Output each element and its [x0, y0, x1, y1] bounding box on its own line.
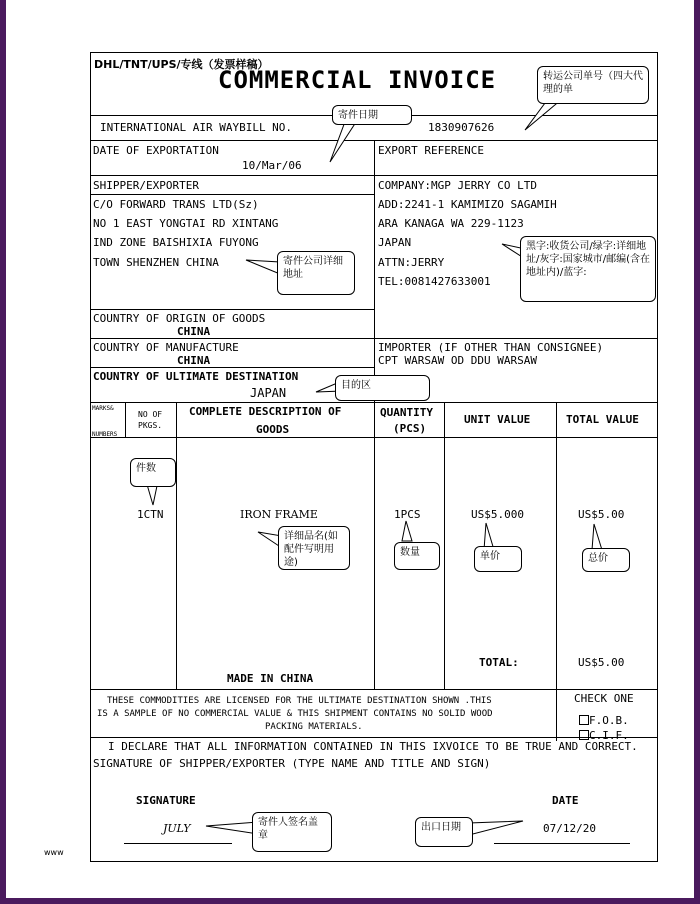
row-total-value: US$5.00 — [578, 508, 625, 521]
importer-value: CPT WARSAW OD DDU WARSAW — [378, 354, 537, 367]
tail-export-date — [469, 821, 523, 835]
license-note-3: PACKING MATERIALS. — [265, 722, 363, 732]
callout-waybill: 转运公司单号（四大代理的单 — [537, 66, 649, 104]
consignee-attn: ATTN:JERRY — [378, 256, 445, 269]
waybill-number: 1830907626 — [428, 121, 495, 134]
license-note-2: IS A SAMPLE OF NO COMMERCIAL VALUE & THIS SHIPMENT CONTAINS NO SOLID WOOD — [97, 709, 493, 719]
row-pkgs: 1CTN — [137, 508, 164, 521]
manufacture-label: COUNTRY OF MANUFACTURE — [93, 341, 239, 354]
shipper-line-2: NO 1 EAST YONGTAI RD XINTANG — [93, 217, 279, 230]
tail-total-price — [592, 524, 602, 550]
waybill-label: INTERNATIONAL AIR WAYBILL NO. — [100, 121, 293, 134]
made-in: MADE IN CHINA — [227, 672, 314, 685]
consignee-address-2: ARA KANAGA WA 229-1123 — [378, 217, 524, 230]
col-qty-header-1: QUANTITY — [380, 406, 433, 419]
consignee-address-1: ADD:2241-1 KAMIMIZO SAGAMIH — [378, 198, 557, 211]
destination-value: JAPAN — [250, 386, 287, 400]
signature-label: SIGNATURE — [136, 794, 196, 807]
shipper-line-1: C/O FORWARD TRANS LTD(Sz) — [93, 198, 259, 211]
origin-label: COUNTRY OF ORIGIN OF GOODS — [93, 312, 266, 325]
callout-destination: 目的区 — [335, 375, 430, 401]
col-pkgs-header-2: PKGS. — [138, 421, 163, 430]
col-pkgs-header-1: NO OF — [138, 410, 163, 419]
export-date-label: DATE OF EXPORTATION — [93, 144, 219, 157]
callout-total-price: 总价 — [582, 548, 630, 572]
col-desc-header-2: GOODS — [256, 423, 290, 436]
declaration-line-1: I DECLARE THAT ALL INFORMATION CONTAINED IN THIS IXVOICE TO BE TRUE AND CORRECT. — [108, 740, 638, 753]
col-unit-header: UNIT VALUE — [464, 413, 531, 426]
shipper-line-3: IND ZONE BAISHIXIA FUYONG — [93, 236, 259, 249]
consignee-country: JAPAN — [378, 236, 412, 249]
cif-label: C.I.F. — [589, 729, 629, 742]
consignee-company: COMPANY:MGP JERRY CO LTD — [378, 179, 537, 192]
export-reference-label: EXPORT REFERENCE — [378, 144, 484, 157]
export-date-value: 10/Mar/06 — [242, 159, 302, 172]
callout-quantity: 数量 — [394, 542, 440, 570]
callout-shipper-address: 寄件公司详细地址 — [277, 251, 355, 295]
origin-value: CHINA — [177, 325, 211, 338]
callout-consignee-info: 黑字:收货公司/绿字:详细地址/灰字:国家城市/邮编(含在地址内)/蓝字: — [520, 236, 656, 302]
signature-value: JULY — [163, 822, 191, 835]
tail-send-date — [330, 119, 358, 162]
callout-item-name: 详细品名(如配件写明用途) — [278, 526, 350, 570]
destination-label: COUNTRY OF ULTIMATE DESTINATION — [93, 370, 299, 383]
importer-label: IMPORTER (IF OTHER THAN CONSIGNEE) — [378, 341, 604, 354]
company-tag: DHL/TNT/UPS/专线（发票样稿） — [94, 58, 269, 71]
col-numbers-header: NUMBERS — [92, 431, 118, 438]
callout-unit-price: 单价 — [474, 546, 522, 572]
shipper-line-4: TOWN SHENZHEN CHINA — [93, 256, 219, 269]
consignee-tel: TEL:0081427633001 — [378, 275, 491, 288]
callout-export-date: 出口日期 — [415, 817, 473, 847]
manufacture-value: CHINA — [177, 354, 211, 367]
watermark: www — [44, 848, 64, 857]
tail-shipper-addr — [246, 260, 280, 274]
declaration-line-2: SIGNATURE OF SHIPPER/EXPORTER (TYPE NAME AND TITLE AND SIGN) — [93, 757, 491, 770]
col-total-header: TOTAL VALUE — [566, 413, 639, 426]
tail-quantity — [402, 521, 412, 541]
row-qty: 1PCS — [394, 508, 421, 521]
col-marks-header: MARKS& — [92, 405, 114, 412]
tail-signer — [206, 822, 258, 834]
col-qty-header-2: (PCS) — [393, 422, 427, 435]
check-one-label: CHECK ONE — [574, 692, 634, 705]
declaration-date-label: DATE — [552, 794, 579, 807]
callout-send-date: 寄件日期 — [332, 105, 412, 125]
fob-label: F.O.B. — [589, 714, 629, 727]
declaration-date-value: 07/12/20 — [543, 822, 596, 835]
callout-pieces: 件数 — [130, 458, 176, 487]
license-note-1: THESE COMMODITIES ARE LICENSED FOR THE ULTIMATE DESTINATION SHOWN .THIS — [107, 696, 492, 706]
row-description: IRON FRAME — [240, 508, 318, 521]
total-value: US$5.00 — [578, 656, 625, 669]
invoice-title: COMMERCIAL INVOICE — [218, 66, 497, 94]
total-label: TOTAL: — [479, 656, 519, 669]
callout-signer: 寄件人签名盖章 — [252, 812, 332, 852]
row-unit-value: US$5.000 — [471, 508, 524, 521]
shipper-label: SHIPPER/EXPORTER — [93, 179, 199, 192]
col-desc-header-1: COMPLETE DESCRIPTION OF — [189, 405, 342, 418]
